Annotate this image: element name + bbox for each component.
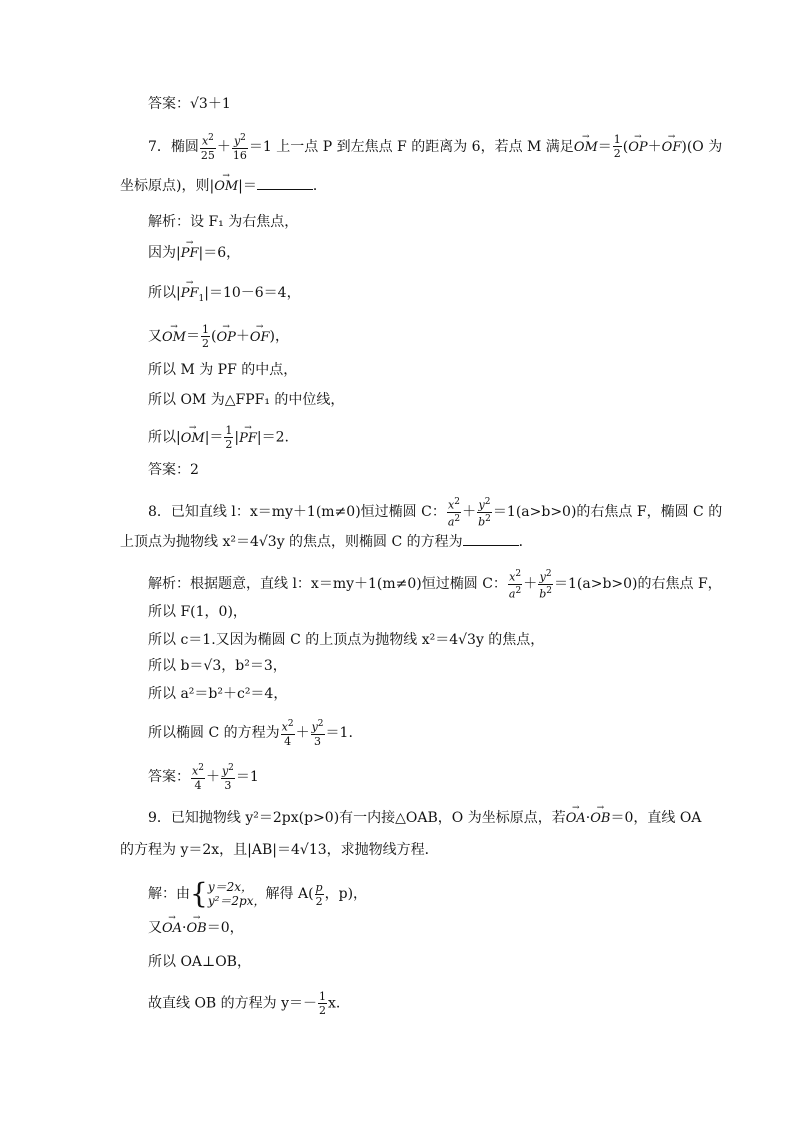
- solution-7-line-2: 因为|→ PF|＝6，: [148, 243, 240, 264]
- solution-9-line-4: 故直线 OB 的方程为 y＝－ $\frac{1}{2}$ x.: [148, 990, 341, 1017]
- solution-8-line-6: 所以椭圆 C 的方程为 $\frac{x^2}{4}$ ＋ $\frac{y^2}{3}$ ＝1.: [148, 719, 353, 748]
- answer-line-7: 答案：2: [148, 462, 199, 478]
- problem-8-line-2: 上顶点为抛物线 x²＝4√3y 的焦点，则椭圆 C 的方程为 ．: [120, 534, 533, 550]
- problem-9-line-1: 9．已知抛物线 y²＝2px(p>0)有一内接△OAB，O 为坐标原点，若→ OA·→ OB＝0，直线 OA: [148, 808, 701, 829]
- solution-9-line-3: 所以 OA⊥OB，: [148, 954, 251, 970]
- solution-9-line-1: 解：由{ y＝2x， y²＝2px， 解得 A( $\frac{p}{2}$ ，p)，: [148, 877, 368, 910]
- problem-9-line-2: 的方程为 y＝2x，且|AB|＝4√13，求抛物线方程．: [120, 842, 439, 858]
- solution-8-line-5: 所以 a²＝b²＋c²＝4，: [148, 686, 288, 702]
- solution-7-line-1: 解析：设 F₁ 为右焦点，: [148, 214, 299, 230]
- fraction-x2-25: $\frac{x^2}{25}$: [200, 133, 215, 162]
- problem-7-line-1: 7．椭圆 $\frac{x^2}{25}$ ＋ $\frac{y^2}{16}$ ＝1 上一点 P 到左焦点 F 的距离为 6，若点 M 满足→ OM＝ $\frac{1}{2}$ (→ OP＋→ OF)(O 为: [148, 132, 722, 162]
- solution-7-line-5: 所以 M 为 PF 的中点，: [148, 362, 298, 378]
- answer-blank: [463, 532, 519, 546]
- answer-blank: [257, 176, 313, 190]
- solution-8-line-1: 解析：根据题意，直线 l：x＝my＋1(m≠0)恒过椭圆 C： $\frac{x^2}{a^2}$ ＋ $\frac{y^2}{b^2}$ ＝1(a>b>0)的右焦点 F，: [148, 569, 722, 601]
- fraction-y2-16: $\frac{y^2}{16}$: [232, 133, 247, 162]
- solution-8-line-4: 所以 b＝√3，b²＝3，: [148, 658, 287, 674]
- solution-7-line-7: 所以|→ OM|＝ $\frac{1}{2}$ |→ PF|＝2.: [148, 424, 289, 451]
- solution-7-line-3: 所以|→ $PF_1|=10-6=4$，: [148, 283, 301, 309]
- equation-system: y＝2x， y²＝2px，: [207, 880, 266, 908]
- problem-7-line-2: 坐标原点)，则|→ OM|＝ ．: [120, 176, 327, 197]
- left-brace-icon: {: [190, 877, 208, 910]
- solution-9-line-2: 又→ OA·→ OB＝0，: [148, 918, 244, 939]
- solution-7-line-4: 又→ OM＝ $\frac{1}{2}$ (→ OP＋→ OF)，: [148, 323, 289, 350]
- answer-line-8: 答案： $\frac{x^2}{4}$ ＋ $\frac{y^2}{3}$ ＝1: [148, 763, 259, 792]
- solution-8-line-2: 所以 F(1，0)，: [148, 604, 247, 620]
- solution-8-line-3: 所以 c＝1.又因为椭圆 C 的上顶点为抛物线 x²＝4√3y 的焦点，: [148, 632, 545, 648]
- problem-8-line-1: 8．已知直线 l：x＝my＋1(m≠0)恒过椭圆 C： $\frac{x^2}{a^2}$ ＋ $\frac{y^2}{b^2}$ ＝1(a>b>0)的右焦点 F，椭圆 C 的: [148, 497, 723, 529]
- answer-line-6: 答案：√3＋1: [148, 96, 231, 112]
- solution-7-line-6: 所以 OM 为△FPF₁ 的中位线，: [148, 392, 345, 408]
